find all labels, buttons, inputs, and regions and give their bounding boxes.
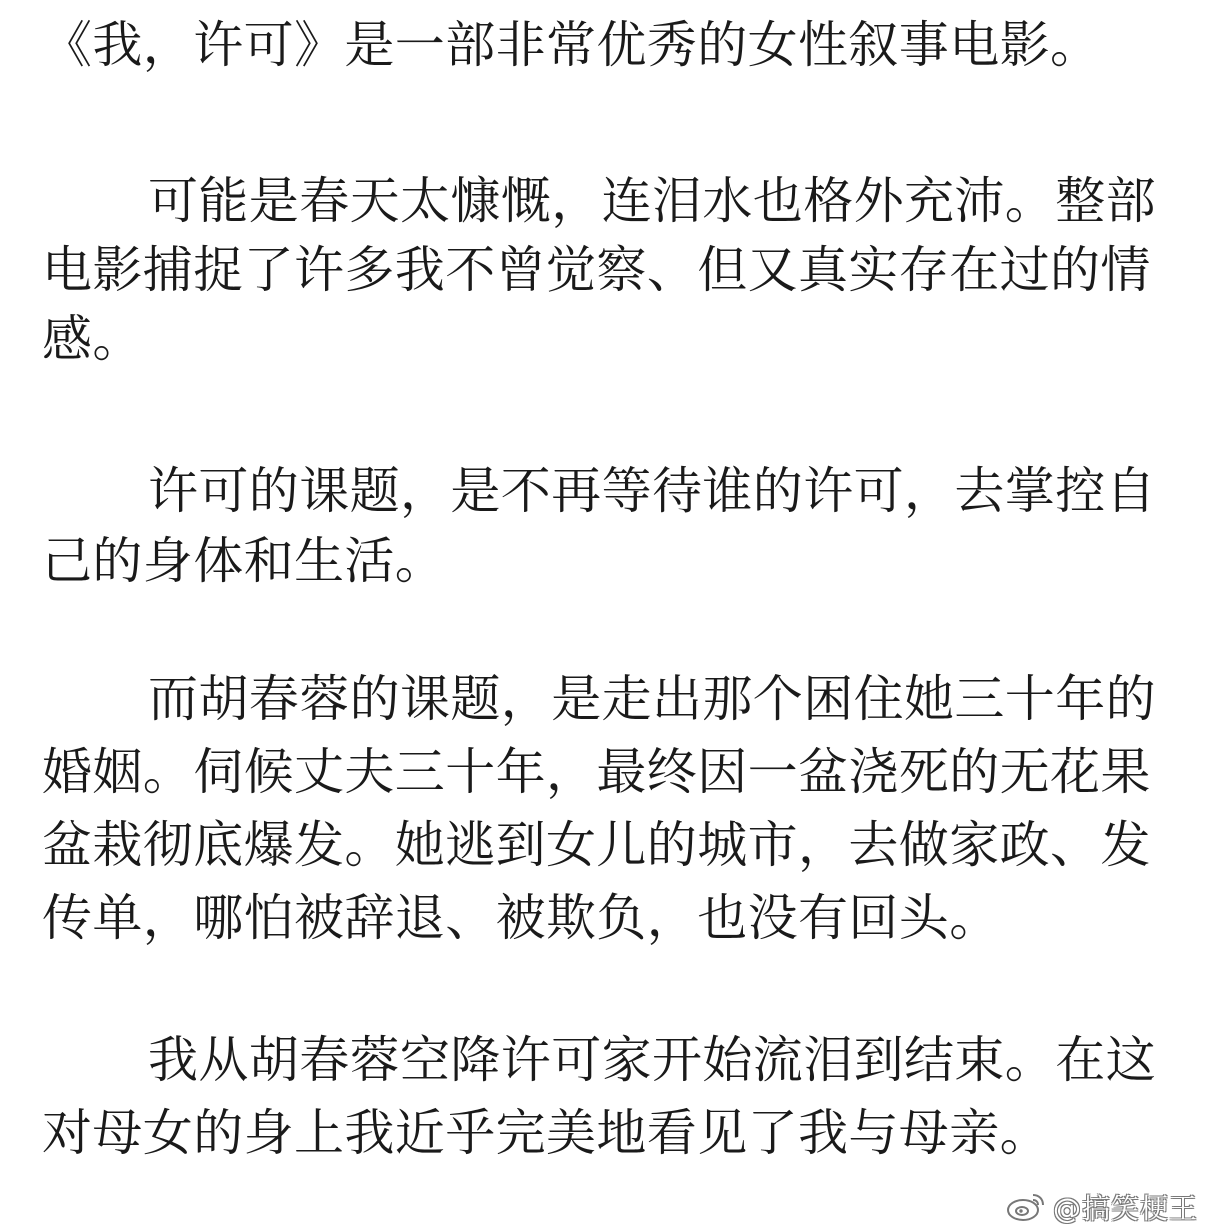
- watermark-text: @搞笑梗王: [1052, 1192, 1198, 1225]
- paragraph-line: 可能是春天太慷慨，连泪水也格外充沛。整部: [148, 172, 1156, 230]
- paragraph-line: 感。: [42, 310, 143, 368]
- paragraph-line: 我从胡春蓉空降许可家开始流泪到结束。在这: [148, 1031, 1156, 1089]
- paragraph-line: 传单，哪怕被辞退、被欺负，也没有回头。: [42, 889, 1000, 947]
- weibo-watermark: [1005, 1187, 1198, 1227]
- paragraph-line: 婚姻。伺候丈夫三十年，最终因一盆浇死的无花果: [42, 743, 1151, 801]
- paragraph-line: 己的身体和生活。: [42, 532, 446, 590]
- paragraph-line: 对母女的身上我近乎完美地看见了我与母亲。: [42, 1104, 1050, 1162]
- paragraph-line: 盆栽彻底爆发。她逃到女儿的城市，去做家政、发: [42, 816, 1151, 874]
- paragraph-line: 电影捕捉了许多我不曾觉察、但又真实存在过的情: [42, 241, 1151, 299]
- paragraph-line: 《我，许可》是一部非常优秀的女性叙事电影。: [42, 16, 1101, 74]
- weibo-icon: [1005, 1191, 1047, 1223]
- paragraph-line: 而胡春蓉的课题，是走出那个困住她三十年的: [148, 670, 1156, 728]
- paragraph-line: 许可的课题，是不再等待谁的许可，去掌控自: [148, 462, 1156, 520]
